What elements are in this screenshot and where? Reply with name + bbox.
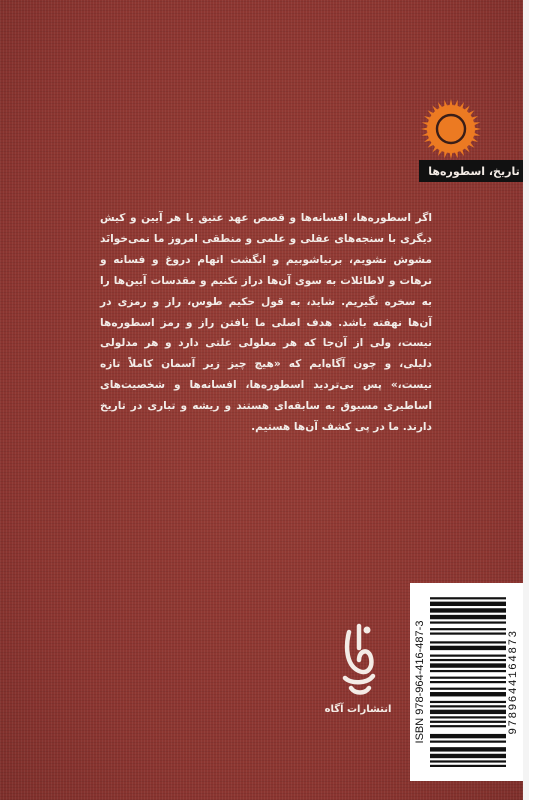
- publisher-name: انتشارات آگاه: [324, 704, 392, 715]
- page-edge: [523, 0, 529, 800]
- barcode-bar: [430, 741, 506, 743]
- barcode-bar: [430, 725, 506, 727]
- barcode-bar: [430, 734, 506, 738]
- barcode-bar: [430, 705, 506, 707]
- barcode-bars: [430, 593, 506, 769]
- barcode-bar: [430, 681, 506, 683]
- barcode-bar: [430, 760, 506, 762]
- agah-publisher-logo-icon: [337, 618, 381, 700]
- barcode-bar: [430, 646, 506, 650]
- barcode-bar: [430, 701, 506, 703]
- orange-sun-ring-icon: [420, 98, 482, 160]
- blurb-text: اگر اسطوره‌ها، افسانه‌ها و قصص عهد عتیق یا هر آیین و کیش دیگری با سنجه‌های عقلی و علمی و منطقی امروز ما نمی‌خوانَد مشوش نشویم، برنیاشوبیم و انگشت اتهام دروغ و فسانه و ترهات و لاطائلات به سوی آن‌ها دراز نکنیم و مقدسات آیین‌ها را به سخره نگیریم. شاید، به قول حکیم طوس، راز و رمزی در آن‌ها نهفته باشد. هدف اصلی ما یافتن راز و رمز اسطوره‌ها نیست، ولی از آن‌جا که هر معلولی علتی دارد و هر مدلولی دلیلی، و چون آگاه‌ایم که «هیچ چیز زیر آسمان کاملاً تازه نیست،» پس بی‌تردید اسطوره‌ها، افسانه‌ها و شخصیت‌های اساطیری مسبوق به سابقه‌ای هستند و ریشه و تباری در تاریخ دارند. ما در پی کشف آن‌ها هستیم.: [100, 212, 432, 434]
- category-label-bar: [419, 160, 529, 182]
- isbn-barcode: [410, 583, 528, 781]
- barcode-bar: [430, 721, 506, 723]
- barcode-bar: [430, 655, 506, 657]
- barcode-number: 9789644164873: [508, 629, 520, 735]
- barcode-bar: [430, 765, 506, 767]
- barcode-bar: [430, 754, 506, 758]
- barcode-bar: [430, 632, 506, 634]
- barcode-bar: [430, 747, 506, 751]
- barcode-bar: [430, 602, 506, 606]
- category-label: تاریخ، اسطوره‌ها: [428, 164, 520, 178]
- barcode-bar: [430, 716, 506, 718]
- barcode-bar: [430, 597, 506, 599]
- barcode-bar: [430, 688, 506, 690]
- barcode-bar: [430, 663, 506, 667]
- barcode-bar: [430, 628, 506, 630]
- barcode-bar: [430, 659, 506, 661]
- back-cover-blurb: [100, 208, 432, 438]
- barcode-bar: [430, 692, 506, 696]
- barcode-bar: [430, 641, 506, 643]
- isbn-text: ISBN 978-964-416-487-3: [414, 620, 426, 744]
- barcode-bar: [430, 670, 506, 672]
- barcode-bar: [430, 621, 506, 623]
- barcode-bar: [430, 710, 506, 714]
- barcode-bar: [430, 608, 506, 612]
- barcode-bar: [430, 615, 506, 619]
- barcode-bar: [430, 677, 506, 679]
